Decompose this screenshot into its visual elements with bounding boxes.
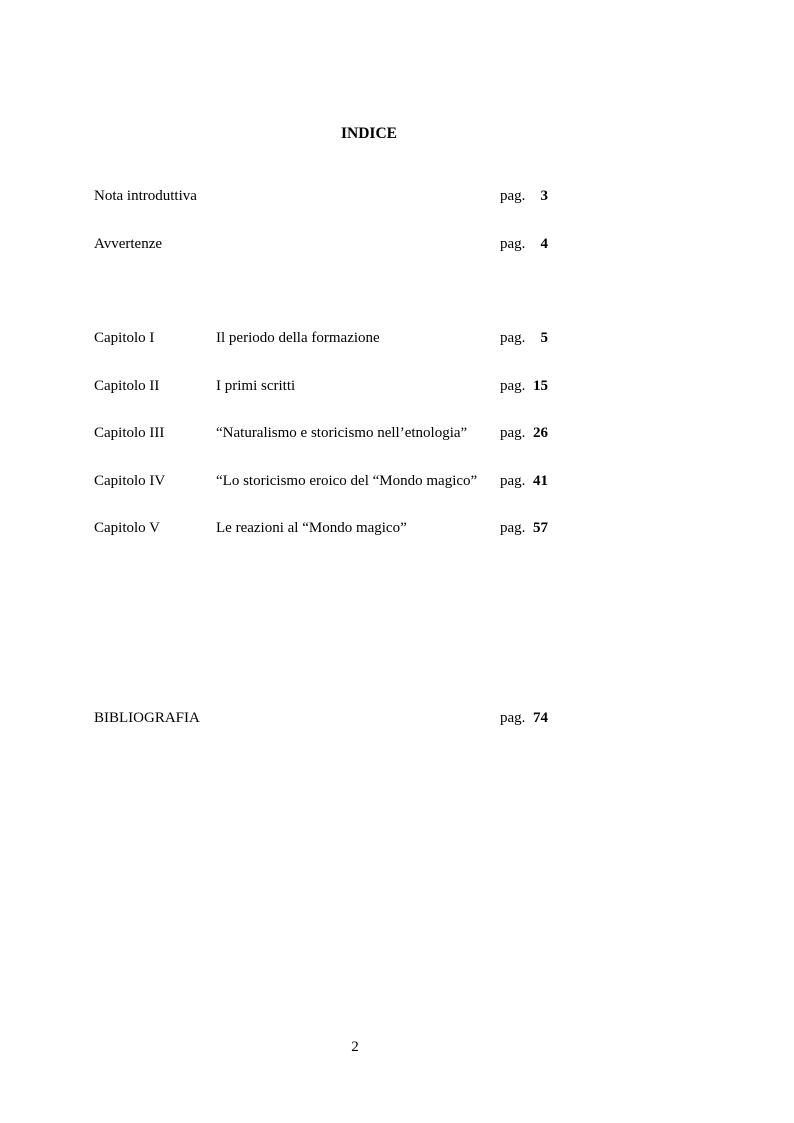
toc-page-number: 5	[540, 330, 548, 346]
toc-chapter-title: I primi scritti	[216, 378, 296, 394]
toc-entry-bibliografia	[0, 708, 794, 728]
toc-entry-label: Avvertenze	[94, 236, 163, 252]
toc-page-number: 4	[540, 236, 548, 252]
toc-chapter-title: Il periodo della formazione	[216, 330, 380, 346]
toc-chapter-label: Capitolo V	[94, 520, 160, 536]
toc-chapter-label: Capitolo IV	[94, 473, 166, 489]
toc-pag-label: pag.	[500, 236, 526, 252]
toc-chapter-title: “Naturalismo e storicismo nell’etnologia”	[216, 425, 468, 441]
toc-page-number: 3	[540, 188, 548, 204]
toc-entry-label: Nota introduttiva	[94, 188, 197, 204]
toc-entry-capitolo-2	[0, 376, 794, 396]
toc-chapter-title: Le reazioni al “Mondo magico”	[216, 520, 407, 536]
toc-chapter-title: “Lo storicismo eroico del “Mondo magico”	[216, 473, 478, 489]
toc-pag-label: pag.	[500, 710, 526, 726]
toc-pag-label: pag.	[500, 425, 526, 441]
toc-pag-label: pag.	[500, 378, 526, 394]
toc-entry-capitolo-3	[0, 423, 794, 443]
page-title: INDICE	[341, 125, 397, 142]
toc-chapter-label: Capitolo II	[94, 378, 160, 394]
toc-pag-label: pag.	[500, 330, 526, 346]
toc-pag-label: pag.	[500, 520, 526, 536]
page-footer-number: 2	[351, 1039, 359, 1055]
toc-entry-capitolo-4	[0, 471, 794, 491]
toc-page-number: 26	[533, 425, 548, 441]
toc-entry-capitolo-5	[0, 518, 794, 538]
toc-page-number: 15	[533, 378, 548, 394]
toc-pag-label: pag.	[500, 473, 526, 489]
toc-entry-nota-introduttiva	[0, 186, 794, 206]
toc-entry-avvertenze	[0, 234, 794, 254]
toc-entry-label: BIBLIOGRAFIA	[94, 710, 200, 726]
toc-page-number: 57	[533, 520, 548, 536]
toc-chapter-label: Capitolo I	[94, 330, 155, 346]
toc-pag-label: pag.	[500, 188, 526, 204]
toc-chapter-label: Capitolo III	[94, 425, 165, 441]
toc-page-number: 41	[533, 473, 548, 489]
toc-page-number: 74	[533, 710, 548, 726]
toc-entry-capitolo-1	[0, 328, 794, 348]
